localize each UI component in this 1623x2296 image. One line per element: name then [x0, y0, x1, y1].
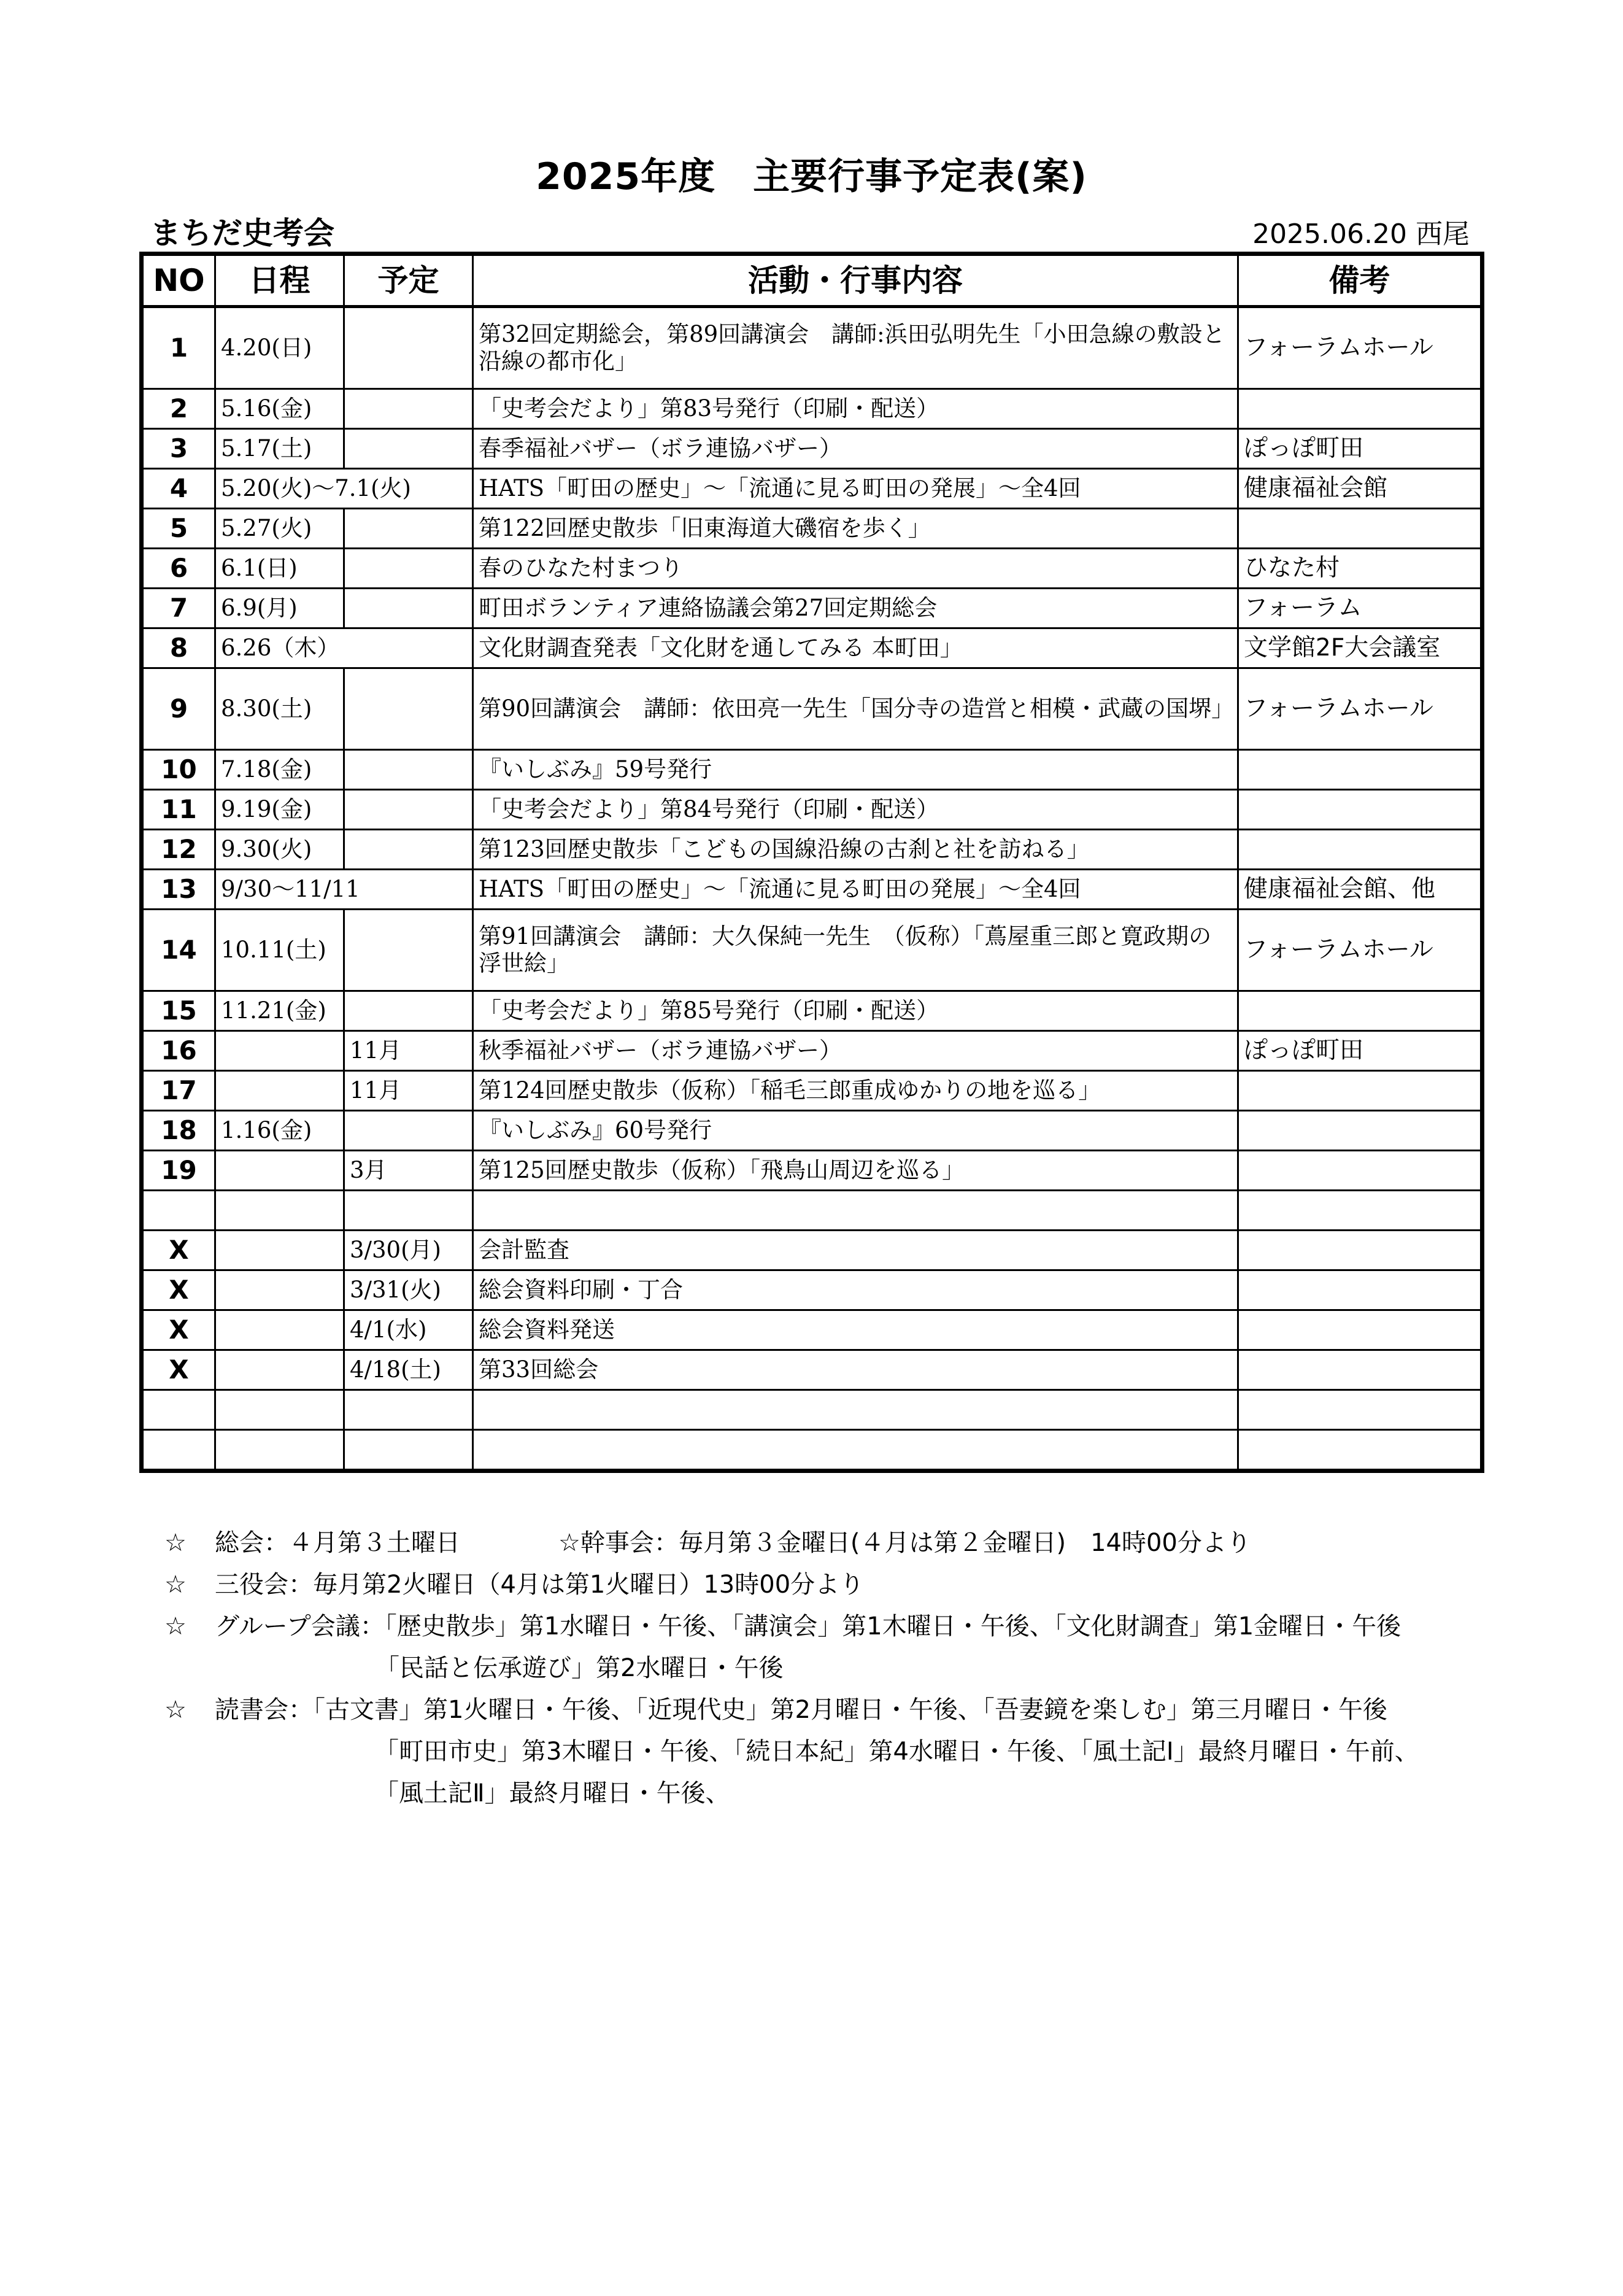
row-date-cell: 5.16(金)	[215, 389, 344, 429]
row-note-cell: フォーラムホール	[1238, 668, 1482, 750]
row-date-cell: 4.20(日)	[215, 307, 344, 389]
column-header-plan: 予定	[344, 254, 473, 307]
row-plan-cell	[344, 307, 473, 389]
row-date-cell	[215, 1350, 344, 1390]
row-no-cell: 4	[142, 469, 215, 509]
row-plan-cell	[344, 830, 473, 870]
table-row	[142, 1231, 1482, 1270]
row-plan-cell: 3/31(火)	[344, 1270, 473, 1310]
row-activity-cell	[473, 1390, 1238, 1430]
row-date-cell	[215, 1390, 344, 1430]
row-date-cell	[215, 1270, 344, 1310]
row-note-cell	[1238, 1310, 1482, 1350]
organization-name: まちだ史考会	[150, 215, 334, 251]
row-note-cell: ひなた村	[1238, 549, 1482, 589]
row-activity-cell	[473, 1191, 1238, 1231]
date-author: 2025.06.20 西尾	[1252, 218, 1470, 250]
row-no-cell: 6	[142, 549, 215, 589]
group-meetings-text: グループ会議：「歴史散歩」第1水曜日・午後、「講演会」第1木曜日・午後、「文化財調査」第1金曜日・午後	[215, 1612, 1401, 1641]
row-no-cell: 19	[142, 1151, 215, 1191]
row-note-cell: フォーラムホール	[1238, 910, 1482, 991]
row-note-cell	[1238, 1071, 1482, 1111]
column-header-date: 日程	[215, 254, 344, 307]
group-meetings-text-2: 「民話と伝承遊び」第2水曜日・午後	[375, 1654, 784, 1682]
row-plan-cell	[344, 389, 473, 429]
row-note-cell: フォーラム	[1238, 589, 1482, 628]
row-no-cell: X	[142, 1310, 215, 1350]
row-date-cell: 6.26（木）	[215, 628, 473, 668]
row-note-cell	[1238, 1430, 1482, 1471]
row-plan-cell: 3/30(月)	[344, 1231, 473, 1270]
row-date-cell: 8.30(土)	[215, 668, 344, 750]
row-no-cell	[142, 1390, 215, 1430]
row-no-cell: X	[142, 1270, 215, 1310]
table-row	[142, 991, 1482, 1031]
row-date-cell: 10.11(土)	[215, 910, 344, 991]
row-activity-cell: 第33回総会	[473, 1350, 1238, 1390]
row-no-cell: 9	[142, 668, 215, 750]
note-reading-group-continued	[164, 1731, 1502, 1772]
row-note-cell	[1238, 1270, 1482, 1310]
row-plan-cell	[344, 668, 473, 750]
row-date-cell: 9/30～11/11	[215, 870, 473, 910]
row-note-cell: フォーラムホール	[1238, 307, 1482, 389]
table-row	[142, 1191, 1482, 1231]
row-no-cell: 7	[142, 589, 215, 628]
table-row	[142, 389, 1482, 429]
row-date-cell: 6.1(日)	[215, 549, 344, 589]
row-activity-cell: 第123回歴史散歩「こどもの国線沿線の古刹と社を訪ねる」	[473, 830, 1238, 870]
star-icon: ☆	[164, 1529, 187, 1557]
row-no-cell: 3	[142, 429, 215, 469]
general-meeting-text: 総会：４月第３土曜日	[215, 1529, 460, 1557]
row-date-cell: 1.16(金)	[215, 1111, 344, 1151]
table-row	[142, 1151, 1482, 1191]
row-note-cell: ぽっぽ町田	[1238, 1031, 1482, 1071]
row-plan-cell: 3月	[344, 1151, 473, 1191]
row-note-cell	[1238, 1231, 1482, 1270]
reading-group-text-3: 「風土記Ⅱ」最終月曜日・午後、	[374, 1779, 730, 1807]
row-activity-cell: 『いしぶみ』60号発行	[473, 1111, 1238, 1151]
row-note-cell	[1238, 790, 1482, 830]
row-no-cell: X	[142, 1350, 215, 1390]
table-row	[142, 750, 1482, 790]
row-date-cell	[215, 1151, 344, 1191]
row-date-cell: 6.9(月)	[215, 589, 344, 628]
row-activity-cell: HATS「町田の歴史」～「流通に見る町田の発展」～全4回	[473, 870, 1238, 910]
row-date-cell: 7.18(金)	[215, 750, 344, 790]
row-note-cell: 健康福祉会館	[1238, 469, 1482, 509]
row-no-cell	[142, 1430, 215, 1471]
note-general-meeting	[164, 1522, 1502, 1564]
row-activity-cell: 「史考会だより」第84号発行（印刷・配送）	[473, 790, 1238, 830]
row-activity-cell: 総会資料印刷・丁合	[473, 1270, 1238, 1310]
row-activity-cell: 総会資料発送	[473, 1310, 1238, 1350]
row-date-cell	[215, 1310, 344, 1350]
row-no-cell: 2	[142, 389, 215, 429]
row-plan-cell: 11月	[344, 1071, 473, 1111]
column-header-activity: 活動・行事内容	[473, 254, 1238, 307]
row-note-cell	[1238, 1350, 1482, 1390]
table-row	[142, 1310, 1482, 1350]
row-activity-cell: 第122回歴史散歩「旧東海道大磯宿を歩く」	[473, 509, 1238, 549]
row-note-cell	[1238, 1191, 1482, 1231]
row-plan-cell: 4/18(土)	[344, 1350, 473, 1390]
row-activity-cell: 「史考会だより」第83号発行（印刷・配送）	[473, 389, 1238, 429]
row-activity-cell: 第125回歴史散歩（仮称）「飛鳥山周辺を巡る」	[473, 1151, 1238, 1191]
column-header-no: NO	[142, 254, 215, 307]
table-row	[142, 1350, 1482, 1390]
note-group-meetings	[164, 1606, 1502, 1647]
row-no-cell: 13	[142, 870, 215, 910]
row-activity-cell: 春季福祉バザー（ボラ連協バザー）	[473, 429, 1238, 469]
row-no-cell: 12	[142, 830, 215, 870]
row-no-cell: 16	[142, 1031, 215, 1071]
row-plan-cell	[344, 1111, 473, 1151]
schedule-body	[142, 307, 1482, 1471]
table-row	[142, 589, 1482, 628]
row-plan-cell	[344, 549, 473, 589]
row-activity-cell	[473, 1430, 1238, 1471]
page-title: 2025年度 主要行事予定表(案)	[536, 155, 1087, 198]
row-no-cell: 18	[142, 1111, 215, 1151]
table-row	[142, 1111, 1482, 1151]
executive-meeting-text: ☆幹事会：毎月第３金曜日(４月は第２金曜日) 14時00分より	[558, 1529, 1251, 1557]
row-note-cell	[1238, 830, 1482, 870]
row-date-cell	[215, 1071, 344, 1111]
row-activity-cell: 第91回講演会 講師：大久保純一先生 （仮称）「蔦屋重三郎と寛政期の浮世絵」	[473, 910, 1238, 991]
row-no-cell: 11	[142, 790, 215, 830]
row-date-cell: 5.27(火)	[215, 509, 344, 549]
row-activity-cell: 春のひなた村まつり	[473, 549, 1238, 589]
table-row	[142, 910, 1482, 991]
row-note-cell	[1238, 1390, 1482, 1430]
table-row	[142, 307, 1482, 389]
row-note-cell: 健康福祉会館、他	[1238, 870, 1482, 910]
note-reading-group	[164, 1689, 1502, 1731]
row-note-cell	[1238, 991, 1482, 1031]
row-no-cell	[142, 1191, 215, 1231]
table-row	[142, 1071, 1482, 1111]
row-no-cell: 10	[142, 750, 215, 790]
row-activity-cell: 秋季福祉バザー（ボラ連協バザー）	[473, 1031, 1238, 1071]
row-plan-cell	[344, 1430, 473, 1471]
table-row	[142, 1031, 1482, 1071]
row-activity-cell: 第90回講演会 講師：依田亮一先生「国分寺の造営と相模・武蔵の国堺」	[473, 668, 1238, 750]
row-note-cell	[1238, 509, 1482, 549]
row-no-cell: 5	[142, 509, 215, 549]
row-plan-cell	[344, 589, 473, 628]
row-activity-cell: 『いしぶみ』59号発行	[473, 750, 1238, 790]
table-row	[142, 1430, 1482, 1471]
table-row	[142, 1270, 1482, 1310]
row-note-cell: ぽっぽ町田	[1238, 429, 1482, 469]
row-plan-cell	[344, 991, 473, 1031]
row-plan-cell: 11月	[344, 1031, 473, 1071]
row-activity-cell: 第124回歴史散歩（仮称）「稲毛三郎重成ゆかりの地を巡る」	[473, 1071, 1238, 1111]
row-plan-cell	[344, 1191, 473, 1231]
row-activity-cell: 第32回定期総会，第89回講演会 講師:浜田弘明先生「小田急線の敷設と沿線の都市化」	[473, 307, 1238, 389]
row-activity-cell: 文化財調査発表「文化財を通してみる 本町田」	[473, 628, 1238, 668]
table-row	[142, 509, 1482, 549]
schedule-table	[139, 252, 1484, 1473]
table-row	[142, 628, 1482, 668]
table-row	[142, 429, 1482, 469]
row-date-cell	[215, 1430, 344, 1471]
row-plan-cell	[344, 509, 473, 549]
row-plan-cell	[344, 429, 473, 469]
row-plan-cell	[344, 790, 473, 830]
officers-meeting-text: 三役会：毎月第2火曜日（4月は第1火曜日）13時00分より	[215, 1571, 865, 1599]
row-no-cell: 15	[142, 991, 215, 1031]
row-date-cell: 11.21(金)	[215, 991, 344, 1031]
note-reading-group-continued-2	[164, 1772, 1502, 1814]
row-no-cell: 1	[142, 307, 215, 389]
note-officers-meeting	[164, 1564, 1502, 1606]
row-activity-cell: 「史考会だより」第85号発行（印刷・配送）	[473, 991, 1238, 1031]
row-note-cell	[1238, 1111, 1482, 1151]
row-date-cell	[215, 1231, 344, 1270]
row-no-cell: 8	[142, 628, 215, 668]
row-activity-cell: 町田ボランティア連絡協議会第27回定期総会	[473, 589, 1238, 628]
row-note-cell	[1238, 1151, 1482, 1191]
row-plan-cell	[344, 750, 473, 790]
table-header-row	[142, 254, 1482, 307]
row-activity-cell: 会計監査	[473, 1231, 1238, 1270]
row-activity-cell: HATS「町田の歴史」～「流通に見る町田の発展」～全4回	[473, 469, 1238, 509]
note-group-meetings-continued	[164, 1647, 1502, 1689]
star-icon: ☆	[164, 1612, 187, 1641]
row-date-cell	[215, 1191, 344, 1231]
row-no-cell: 14	[142, 910, 215, 991]
table-row	[142, 790, 1482, 830]
row-date-cell: 5.20(火)～7.1(火)	[215, 469, 473, 509]
row-note-cell: 文学館2F大会議室	[1238, 628, 1482, 668]
column-header-note: 備考	[1238, 254, 1482, 307]
row-date-cell: 5.17(土)	[215, 429, 344, 469]
table-row	[142, 870, 1482, 910]
star-icon: ☆	[164, 1696, 187, 1724]
row-plan-cell: 4/1(水)	[344, 1310, 473, 1350]
reading-group-text: 読書会：「古文書」第1火曜日・午後、「近現代史」第2月曜日・午後、「吾妻鏡を楽しむ」第三月曜日・午後	[215, 1696, 1387, 1724]
row-no-cell: X	[142, 1231, 215, 1270]
row-date-cell: 9.30(火)	[215, 830, 344, 870]
row-no-cell: 17	[142, 1071, 215, 1111]
row-note-cell	[1238, 389, 1482, 429]
star-icon: ☆	[164, 1571, 187, 1599]
row-note-cell	[1238, 750, 1482, 790]
row-date-cell	[215, 1031, 344, 1071]
table-row	[142, 469, 1482, 509]
table-row	[142, 549, 1482, 589]
row-date-cell: 9.19(金)	[215, 790, 344, 830]
table-row	[142, 668, 1482, 750]
row-plan-cell	[344, 910, 473, 991]
reading-group-text-2: 「町田市史」第3木曜日・午後、「続日本紀」第4水曜日・午後、「風土記Ⅰ」最終月曜日・午前、	[374, 1737, 1419, 1766]
row-plan-cell	[344, 1390, 473, 1430]
notes-section	[164, 1522, 1502, 1814]
table-row	[142, 1390, 1482, 1430]
table-row	[142, 830, 1482, 870]
